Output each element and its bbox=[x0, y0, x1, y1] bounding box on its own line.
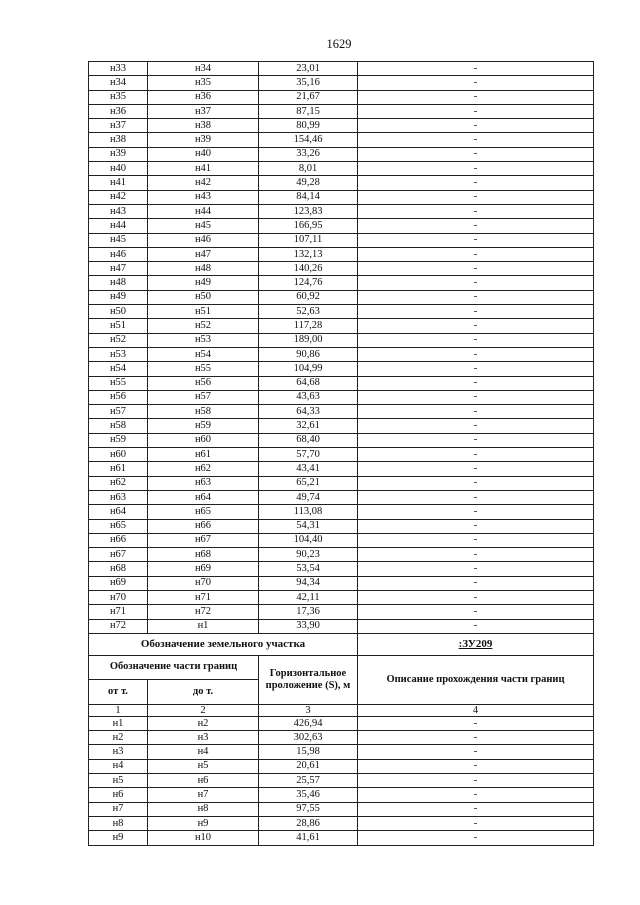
cell-to: н34 bbox=[148, 62, 259, 76]
page-number: 1629 bbox=[326, 37, 352, 51]
cell-from: н66 bbox=[89, 533, 148, 547]
cell-desc: - bbox=[358, 745, 594, 759]
cell-to: н63 bbox=[148, 476, 259, 490]
cell-desc: - bbox=[358, 419, 594, 433]
table-row bbox=[89, 176, 594, 190]
table-row bbox=[89, 204, 594, 218]
cell-from: н47 bbox=[89, 262, 148, 276]
cell-from: н2 bbox=[89, 731, 148, 745]
cell-length: 107,11 bbox=[259, 233, 358, 247]
cell-desc: - bbox=[358, 519, 594, 533]
cell-desc: - bbox=[358, 76, 594, 90]
cell-to: н37 bbox=[148, 104, 259, 118]
cell-desc: - bbox=[358, 490, 594, 504]
table-row bbox=[89, 619, 594, 633]
table-row bbox=[89, 305, 594, 319]
cell-length: 64,68 bbox=[259, 376, 358, 390]
cell-desc: - bbox=[358, 605, 594, 619]
cell-length: 166,95 bbox=[259, 219, 358, 233]
cell-desc: - bbox=[358, 759, 594, 773]
cell-length: 28,86 bbox=[259, 816, 358, 830]
cell-length: 52,63 bbox=[259, 305, 358, 319]
cell-length: 154,46 bbox=[259, 133, 358, 147]
table-row bbox=[89, 190, 594, 204]
cell-length: 20,61 bbox=[259, 759, 358, 773]
cell-desc: - bbox=[358, 133, 594, 147]
table-row bbox=[89, 716, 594, 730]
cell-to: н60 bbox=[148, 433, 259, 447]
cell-from: н50 bbox=[89, 305, 148, 319]
cell-desc: - bbox=[358, 405, 594, 419]
table-row bbox=[89, 548, 594, 562]
cell-length: 84,14 bbox=[259, 190, 358, 204]
cell-to: н55 bbox=[148, 362, 259, 376]
cell-from: н48 bbox=[89, 276, 148, 290]
cell-from: н51 bbox=[89, 319, 148, 333]
cell-from: н1 bbox=[89, 716, 148, 730]
cell-desc: - bbox=[358, 119, 594, 133]
parcel-id-cell bbox=[358, 633, 594, 655]
cell-desc: - bbox=[358, 305, 594, 319]
cell-desc: - bbox=[358, 176, 594, 190]
cell-length: 104,40 bbox=[259, 533, 358, 547]
cell-to: н9 bbox=[148, 816, 259, 830]
cell-to: н35 bbox=[148, 76, 259, 90]
cell-to: н68 bbox=[148, 548, 259, 562]
header-part: Обозначение части границ bbox=[89, 655, 259, 679]
cell-desc: - bbox=[358, 62, 594, 76]
cell-length: 302,63 bbox=[259, 731, 358, 745]
column-number-1: 1 bbox=[89, 704, 148, 716]
cell-to: н50 bbox=[148, 290, 259, 304]
cell-to: н43 bbox=[148, 190, 259, 204]
table-row bbox=[89, 376, 594, 390]
table-row bbox=[89, 576, 594, 590]
cell-desc: - bbox=[358, 548, 594, 562]
table-row bbox=[89, 147, 594, 161]
cell-desc: - bbox=[358, 788, 594, 802]
cell-desc: - bbox=[358, 619, 594, 633]
table-row bbox=[89, 462, 594, 476]
column-number-4: 4 bbox=[358, 704, 594, 716]
cell-from: н34 bbox=[89, 76, 148, 90]
cell-desc: - bbox=[358, 816, 594, 830]
cell-length: 23,01 bbox=[259, 62, 358, 76]
cell-length: 35,46 bbox=[259, 788, 358, 802]
cell-to: н41 bbox=[148, 162, 259, 176]
cell-desc: - bbox=[358, 476, 594, 490]
cell-desc: - bbox=[358, 505, 594, 519]
cell-to: н1 bbox=[148, 619, 259, 633]
cell-from: н68 bbox=[89, 562, 148, 576]
cell-to: н44 bbox=[148, 204, 259, 218]
table-row bbox=[89, 448, 594, 462]
table-row bbox=[89, 519, 594, 533]
cell-from: н39 bbox=[89, 147, 148, 161]
cell-to: н54 bbox=[148, 347, 259, 361]
table-header-row bbox=[89, 655, 594, 679]
table-row bbox=[89, 133, 594, 147]
cell-to: н58 bbox=[148, 405, 259, 419]
cell-desc: - bbox=[358, 247, 594, 261]
boundary-rows-part1 bbox=[89, 62, 594, 634]
cell-desc: - bbox=[358, 802, 594, 816]
column-number-row bbox=[89, 704, 594, 716]
header-to: до т. bbox=[148, 679, 259, 704]
table-row bbox=[89, 276, 594, 290]
cell-from: н57 bbox=[89, 405, 148, 419]
table-row bbox=[89, 290, 594, 304]
table-row bbox=[89, 774, 594, 788]
cell-length: 21,67 bbox=[259, 90, 358, 104]
cell-to: н2 bbox=[148, 716, 259, 730]
table-row bbox=[89, 390, 594, 404]
cell-length: 68,40 bbox=[259, 433, 358, 447]
cell-desc: - bbox=[358, 433, 594, 447]
cell-length: 35,16 bbox=[259, 76, 358, 90]
cell-to: н53 bbox=[148, 333, 259, 347]
cell-to: н67 bbox=[148, 533, 259, 547]
table-row bbox=[89, 505, 594, 519]
cell-from: н7 bbox=[89, 802, 148, 816]
cell-desc: - bbox=[358, 276, 594, 290]
cell-length: 25,57 bbox=[259, 774, 358, 788]
cell-desc: - bbox=[358, 262, 594, 276]
table-row bbox=[89, 816, 594, 830]
cell-to: н69 bbox=[148, 562, 259, 576]
cell-to: н46 bbox=[148, 233, 259, 247]
cell-from: н62 bbox=[89, 476, 148, 490]
cell-to: н39 bbox=[148, 133, 259, 147]
cell-from: н38 bbox=[89, 133, 148, 147]
cell-to: н66 bbox=[148, 519, 259, 533]
cell-from: н59 bbox=[89, 433, 148, 447]
cell-from: н40 bbox=[89, 162, 148, 176]
cell-desc: - bbox=[358, 731, 594, 745]
cell-desc: - bbox=[358, 390, 594, 404]
cell-from: н43 bbox=[89, 204, 148, 218]
cell-length: 90,86 bbox=[259, 347, 358, 361]
cell-from: н56 bbox=[89, 390, 148, 404]
cell-length: 53,54 bbox=[259, 562, 358, 576]
table-row bbox=[89, 759, 594, 773]
cell-from: н8 bbox=[89, 816, 148, 830]
table-row bbox=[89, 788, 594, 802]
cell-desc: - bbox=[358, 376, 594, 390]
cell-length: 80,99 bbox=[259, 119, 358, 133]
table-row bbox=[89, 262, 594, 276]
cell-desc: - bbox=[358, 219, 594, 233]
cell-length: 57,70 bbox=[259, 448, 358, 462]
cell-to: н51 bbox=[148, 305, 259, 319]
cell-to: н36 bbox=[148, 90, 259, 104]
cell-length: 54,31 bbox=[259, 519, 358, 533]
cell-to: н38 bbox=[148, 119, 259, 133]
header-from: от т. bbox=[89, 679, 148, 704]
table-row bbox=[89, 233, 594, 247]
cell-from: н9 bbox=[89, 831, 148, 845]
table-row bbox=[89, 76, 594, 90]
cell-length: 426,94 bbox=[259, 716, 358, 730]
cell-desc: - bbox=[358, 448, 594, 462]
table-row bbox=[89, 831, 594, 845]
header-desc: Описание прохождения части границ bbox=[358, 655, 594, 704]
table-row bbox=[89, 90, 594, 104]
cell-length: 140,26 bbox=[259, 262, 358, 276]
cell-to: н42 bbox=[148, 176, 259, 190]
cell-desc: - bbox=[358, 362, 594, 376]
cell-to: н6 bbox=[148, 774, 259, 788]
table-row bbox=[89, 562, 594, 576]
table-row bbox=[89, 745, 594, 759]
cell-length: 15,98 bbox=[259, 745, 358, 759]
cell-to: н8 bbox=[148, 802, 259, 816]
cell-desc: - bbox=[358, 319, 594, 333]
cell-from: н53 bbox=[89, 347, 148, 361]
cell-desc: - bbox=[358, 162, 594, 176]
cell-from: н46 bbox=[89, 247, 148, 261]
cell-from: н70 bbox=[89, 590, 148, 604]
cell-to: н56 bbox=[148, 376, 259, 390]
table-row bbox=[89, 590, 594, 604]
cell-to: н4 bbox=[148, 745, 259, 759]
cell-length: 132,13 bbox=[259, 247, 358, 261]
cell-from: н65 bbox=[89, 519, 148, 533]
cell-from: н69 bbox=[89, 576, 148, 590]
cell-to: н59 bbox=[148, 419, 259, 433]
cell-desc: - bbox=[358, 533, 594, 547]
parcel-header bbox=[89, 633, 594, 716]
table-row bbox=[89, 419, 594, 433]
parcel-id: :ЗУ209 bbox=[458, 638, 493, 651]
cell-from: н42 bbox=[89, 190, 148, 204]
cell-length: 49,74 bbox=[259, 490, 358, 504]
cell-length: 43,63 bbox=[259, 390, 358, 404]
cell-desc: - bbox=[358, 716, 594, 730]
cell-from: н41 bbox=[89, 176, 148, 190]
cell-length: 123,83 bbox=[259, 204, 358, 218]
cell-from: н3 bbox=[89, 745, 148, 759]
cell-from: н54 bbox=[89, 362, 148, 376]
table-row bbox=[89, 405, 594, 419]
cell-to: н45 bbox=[148, 219, 259, 233]
cell-from: н60 bbox=[89, 448, 148, 462]
cell-from: н37 bbox=[89, 119, 148, 133]
column-number-3: 3 bbox=[259, 704, 358, 716]
cell-to: н40 bbox=[148, 147, 259, 161]
cell-to: н65 bbox=[148, 505, 259, 519]
cell-length: 43,41 bbox=[259, 462, 358, 476]
header-length: Горизонтальное проложение (S), м bbox=[259, 655, 358, 704]
cell-to: н71 bbox=[148, 590, 259, 604]
cell-from: н71 bbox=[89, 605, 148, 619]
cell-desc: - bbox=[358, 831, 594, 845]
cell-to: н5 bbox=[148, 759, 259, 773]
cell-length: 104,99 bbox=[259, 362, 358, 376]
cell-from: н49 bbox=[89, 290, 148, 304]
cell-length: 32,61 bbox=[259, 419, 358, 433]
parcel-row bbox=[89, 633, 594, 655]
cell-desc: - bbox=[358, 774, 594, 788]
cell-from: н5 bbox=[89, 774, 148, 788]
boundary-rows-part2 bbox=[89, 716, 594, 845]
cell-length: 94,34 bbox=[259, 576, 358, 590]
cell-from: н45 bbox=[89, 233, 148, 247]
cell-from: н33 bbox=[89, 62, 148, 76]
cell-desc: - bbox=[358, 233, 594, 247]
table-row bbox=[89, 247, 594, 261]
cell-from: н67 bbox=[89, 548, 148, 562]
cell-length: 33,90 bbox=[259, 619, 358, 633]
table-row bbox=[89, 104, 594, 118]
cell-to: н52 bbox=[148, 319, 259, 333]
table-row bbox=[89, 119, 594, 133]
cell-from: н72 bbox=[89, 619, 148, 633]
cell-from: н64 bbox=[89, 505, 148, 519]
cell-to: н72 bbox=[148, 605, 259, 619]
cell-length: 49,28 bbox=[259, 176, 358, 190]
cell-to: н49 bbox=[148, 276, 259, 290]
cell-from: н55 bbox=[89, 376, 148, 390]
cell-to: н48 bbox=[148, 262, 259, 276]
cell-from: н4 bbox=[89, 759, 148, 773]
column-number-2: 2 bbox=[148, 704, 259, 716]
cell-length: 60,92 bbox=[259, 290, 358, 304]
cell-desc: - bbox=[358, 147, 594, 161]
cell-desc: - bbox=[358, 590, 594, 604]
cell-desc: - bbox=[358, 462, 594, 476]
cell-to: н7 bbox=[148, 788, 259, 802]
cell-to: н10 bbox=[148, 831, 259, 845]
cell-length: 124,76 bbox=[259, 276, 358, 290]
cell-length: 113,08 bbox=[259, 505, 358, 519]
cell-to: н3 bbox=[148, 731, 259, 745]
cell-desc: - bbox=[358, 190, 594, 204]
table-row bbox=[89, 605, 594, 619]
table-row bbox=[89, 219, 594, 233]
cell-length: 117,28 bbox=[259, 319, 358, 333]
cell-from: н61 bbox=[89, 462, 148, 476]
table-row bbox=[89, 162, 594, 176]
cell-from: н63 bbox=[89, 490, 148, 504]
cell-from: н35 bbox=[89, 90, 148, 104]
table-row bbox=[89, 433, 594, 447]
cell-to: н47 bbox=[148, 247, 259, 261]
table-row bbox=[89, 533, 594, 547]
cell-desc: - bbox=[358, 562, 594, 576]
cell-length: 87,15 bbox=[259, 104, 358, 118]
parcel-label: Обозначение земельного участка bbox=[89, 633, 358, 655]
table-row bbox=[89, 62, 594, 76]
cell-from: н36 bbox=[89, 104, 148, 118]
cell-to: н57 bbox=[148, 390, 259, 404]
cell-length: 17,36 bbox=[259, 605, 358, 619]
table-row bbox=[89, 319, 594, 333]
cell-to: н62 bbox=[148, 462, 259, 476]
cell-length: 8,01 bbox=[259, 162, 358, 176]
cell-length: 33,26 bbox=[259, 147, 358, 161]
table-row bbox=[89, 476, 594, 490]
cell-to: н61 bbox=[148, 448, 259, 462]
cell-length: 189,00 bbox=[259, 333, 358, 347]
cell-desc: - bbox=[358, 290, 594, 304]
cell-from: н44 bbox=[89, 219, 148, 233]
boundary-table bbox=[88, 61, 594, 846]
cell-length: 65,21 bbox=[259, 476, 358, 490]
table-row bbox=[89, 362, 594, 376]
table-row bbox=[89, 731, 594, 745]
cell-from: н58 bbox=[89, 419, 148, 433]
cell-length: 64,33 bbox=[259, 405, 358, 419]
cell-length: 42,11 bbox=[259, 590, 358, 604]
cell-desc: - bbox=[358, 347, 594, 361]
cell-from: н52 bbox=[89, 333, 148, 347]
cell-desc: - bbox=[358, 90, 594, 104]
cell-length: 90,23 bbox=[259, 548, 358, 562]
cell-length: 41,61 bbox=[259, 831, 358, 845]
table-row bbox=[89, 333, 594, 347]
table-row bbox=[89, 347, 594, 361]
cell-to: н64 bbox=[148, 490, 259, 504]
cell-to: н70 bbox=[148, 576, 259, 590]
cell-desc: - bbox=[358, 333, 594, 347]
table-row bbox=[89, 490, 594, 504]
cell-desc: - bbox=[358, 576, 594, 590]
cell-desc: - bbox=[358, 104, 594, 118]
cell-desc: - bbox=[358, 204, 594, 218]
table-row bbox=[89, 802, 594, 816]
cell-from: н6 bbox=[89, 788, 148, 802]
cell-length: 97,55 bbox=[259, 802, 358, 816]
